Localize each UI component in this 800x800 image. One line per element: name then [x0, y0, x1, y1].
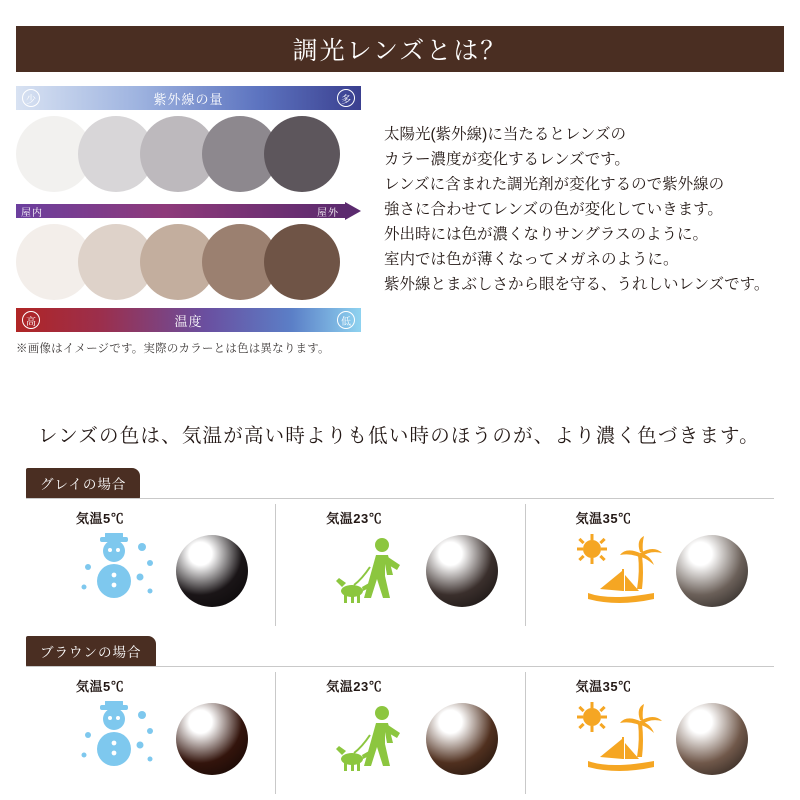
gray-card-3-label: 気温35℃: [575, 511, 632, 526]
gray-lens-sphere-35c: [676, 535, 748, 607]
gray-lens-gradient-row: [16, 116, 361, 192]
gray-lens-sphere-5c: [176, 535, 248, 607]
brown-lens-gradient-row: [16, 224, 361, 300]
arrow-gradient: [16, 204, 346, 218]
list-item: [525, 672, 774, 794]
person-walking-dog-icon: [326, 533, 416, 611]
brown-card-2-label: 気温23℃: [326, 679, 383, 694]
description-line-1: 太陽光(紫外線)に当たるとレンズの: [384, 126, 626, 143]
description-line-5: 外出時には色が濃くなりサングラスのように。: [384, 226, 708, 243]
arrow-head-icon: [345, 202, 361, 220]
page-header-bar: [16, 26, 784, 72]
uv-amount-label: 紫外線の量: [153, 91, 224, 107]
person-walking-dog-icon: [326, 701, 416, 779]
brown-card-1-label: 気温5℃: [76, 679, 125, 694]
gray-lens-5: [264, 116, 340, 192]
list-item: [275, 504, 524, 626]
uv-temperature-diagram: [16, 86, 376, 366]
snowman-icon: [76, 701, 166, 779]
beach-sun-palm-icon: [576, 701, 666, 779]
temperature-bar: [16, 308, 361, 332]
brown-section: [26, 636, 774, 694]
indoor-label: 屋内: [21, 208, 43, 219]
description-line-7: 紫外線とまぶしさから眼を守る、うれしいレンズです。: [384, 276, 770, 293]
description-line-3: レンズに含まれた調光剤が変化するので紫外線の: [384, 176, 725, 193]
list-item: [26, 504, 275, 626]
brown-lens-sphere-23c: [426, 703, 498, 775]
description-line-6: 室内では色が薄くなってメガネのように。: [384, 251, 679, 268]
brown-lens-sphere-35c: [676, 703, 748, 775]
list-item: [26, 672, 275, 794]
uv-low-badge: 少: [22, 89, 40, 107]
list-item: [525, 504, 774, 626]
gray-card-2-label: 気温23℃: [326, 511, 383, 526]
disclaimer-note: ※画像はイメージです。実際のカラーとは色は異なります。: [16, 343, 330, 355]
brown-card-3-label: 気温35℃: [575, 679, 632, 694]
gray-lens-sphere-23c: [426, 535, 498, 607]
uv-amount-bar: [16, 86, 361, 110]
outdoor-label: 屋外: [317, 208, 339, 219]
uv-high-badge: 多: [337, 89, 355, 107]
description-line-4: 強さに合わせてレンズの色が変化していきます。: [384, 201, 723, 218]
temp-low-badge: 低: [337, 311, 355, 329]
brown-section-tab: ブラウンの場合: [26, 636, 156, 667]
indoor-outdoor-arrow: [16, 202, 361, 220]
description-line-2: カラー濃度が変化するレンズです。: [384, 151, 630, 168]
brown-section-divider: [26, 666, 774, 667]
brown-lens-5: [264, 224, 340, 300]
gray-card-1-label: 気温5℃: [76, 511, 125, 526]
gray-section-divider: [26, 498, 774, 499]
snowman-icon: [76, 533, 166, 611]
section-headline: レンズの色は、気温が高い時よりも低い時のほうのが、より濃く色づきます。: [38, 425, 760, 447]
beach-sun-palm-icon: [576, 533, 666, 611]
description-text: [384, 122, 794, 297]
brown-card-list: [26, 672, 774, 794]
list-item: [275, 672, 524, 794]
temp-high-badge: 高: [22, 311, 40, 329]
brown-lens-sphere-5c: [176, 703, 248, 775]
page-title: 調光レンズとは？: [292, 37, 508, 65]
gray-card-list: [26, 504, 774, 626]
gray-section-tab: グレイの場合: [26, 468, 140, 499]
temperature-label: 温度: [174, 313, 203, 329]
gray-section: [26, 468, 774, 526]
